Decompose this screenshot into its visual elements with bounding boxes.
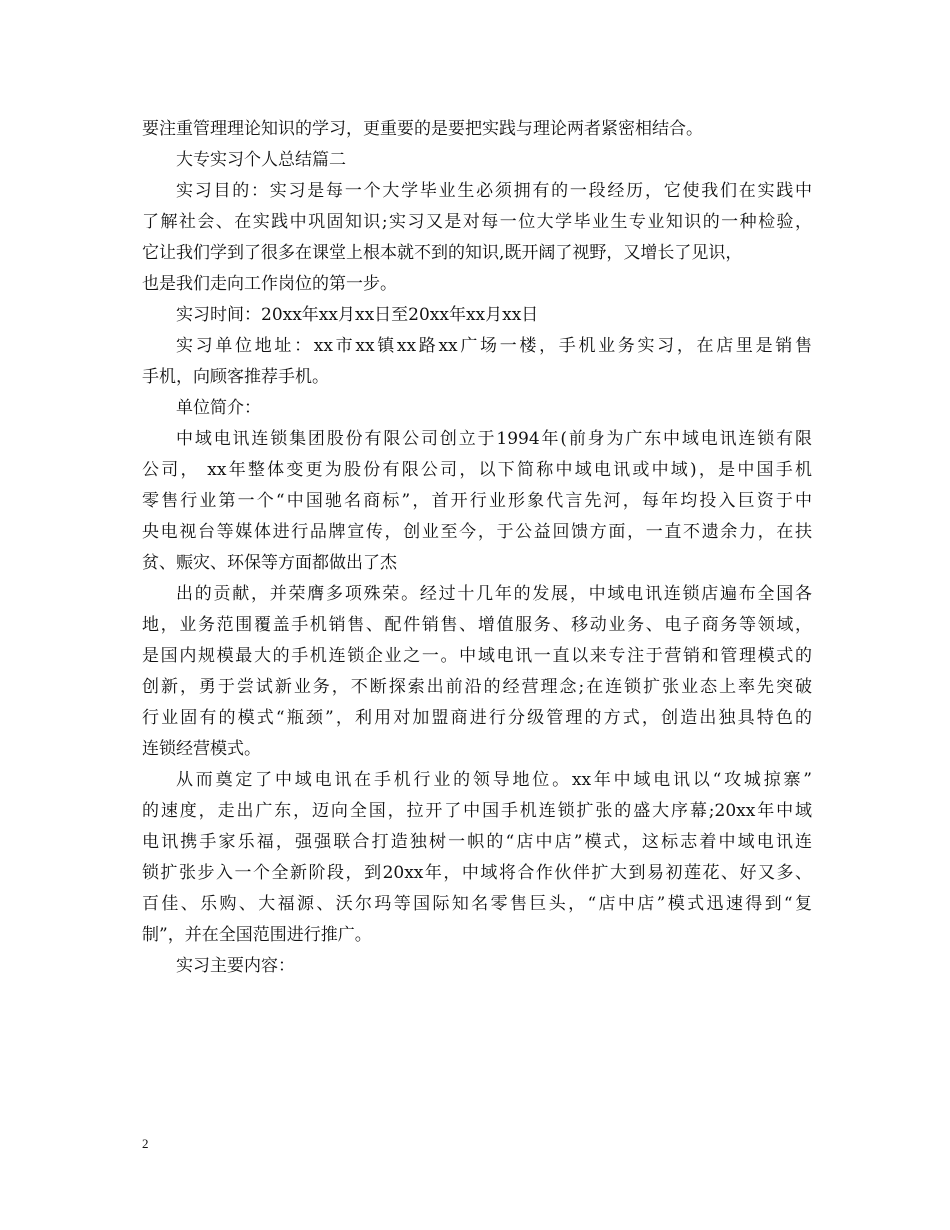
text-line: 贫、赈灾、环保等方面都做出了杰 bbox=[142, 553, 397, 573]
text-line: 也是我们走向工作岗位的第一步。 bbox=[142, 274, 397, 294]
text-line: 手机，向顾客推荐手机。 bbox=[142, 367, 329, 387]
text-line: 百佳、乐购、大福源、沃尔玛等国际知名零售巨头，“店中店”模式迅速得到“复 bbox=[142, 894, 812, 914]
text-line: 单位简介： bbox=[176, 398, 261, 418]
text-line: 连锁经营模式。 bbox=[142, 739, 261, 759]
text-line: 零售行业第一个“中国驰名商标”，首开行业形象代言先河，每年均投入巨资于中 bbox=[142, 491, 812, 511]
text-line: 它让我们学到了很多在课堂上根本就不到的知识,既开阔了视野，又增长了见识， bbox=[142, 243, 743, 263]
text-line: 要注重管理理论知识的学习，更重要的是要把实践与理论两者紧密相结合。 bbox=[142, 119, 703, 139]
text-line: 从而奠定了中域电讯在手机行业的领导地位。xx年中域电讯以“攻城掠寨” bbox=[176, 770, 812, 790]
text-line: 实习目的：实习是每一个大学毕业生必须拥有的一段经历，它使我们在实践中 bbox=[176, 181, 812, 201]
text-line: 行业固有的模式“瓶颈”，利用对加盟商进行分级管理的方式，创造出独具特色的 bbox=[142, 708, 812, 728]
text-line: 了解社会、在实践中巩固知识;实习又是对每一位大学毕业生专业知识的一种检验， bbox=[142, 212, 812, 232]
text-line: 电讯携手家乐福，强强联合打造独树一帜的“店中店”模式，这标志着中域电讯连 bbox=[142, 832, 812, 852]
text-line: 实习单位地址：xx市xx镇xx路xx广场一楼，手机业务实习，在店里是销售 bbox=[176, 336, 812, 356]
text-line: 的速度，走出广东，迈向全国，拉开了中国手机连锁扩张的盛大序幕;20xx年中域 bbox=[142, 801, 812, 821]
text-line: 出的贡献，并荣膺多项殊荣。经过十几年的发展，中域电讯连锁店遍布全国各 bbox=[176, 584, 812, 604]
text-line: 中域电讯连锁集团股份有限公司创立于1994年(前身为广东中域电讯连锁有限 bbox=[176, 429, 812, 449]
text-line: 实习主要内容： bbox=[176, 956, 295, 976]
text-line: 是国内规模最大的手机连锁企业之一。中域电讯一直以来专注于营销和管理模式的 bbox=[142, 646, 812, 666]
text-line: 锁扩张步入一个全新阶段，到20xx年，中域将合作伙伴扩大到易初莲花、好又多、 bbox=[142, 863, 812, 883]
page-number: 2 bbox=[142, 1136, 149, 1151]
section-heading: 大专实习个人总结篇二 bbox=[176, 150, 346, 170]
text-line: 地，业务范围覆盖手机销售、配件销售、增值服务、移动业务、电子商务等领域， bbox=[142, 615, 812, 635]
text-line: 实习时间：20xx年xx月xx日至20xx年xx月xx日 bbox=[176, 305, 539, 325]
document-body bbox=[142, 114, 812, 982]
text-line: 央电视台等媒体进行品牌宣传，创业至今，于公益回馈方面，一直不遗余力，在扶 bbox=[142, 522, 812, 542]
text-line: 公司， xx年整体变更为股份有限公司，以下简称中域电讯或中域)，是中国手机 bbox=[142, 460, 812, 480]
text-line: 创新，勇于尝试新业务，不断探索出前沿的经营理念;在连锁扩张业态上率先突破 bbox=[142, 677, 812, 697]
text-line: 制”，并在全国范围进行推广。 bbox=[142, 925, 372, 945]
